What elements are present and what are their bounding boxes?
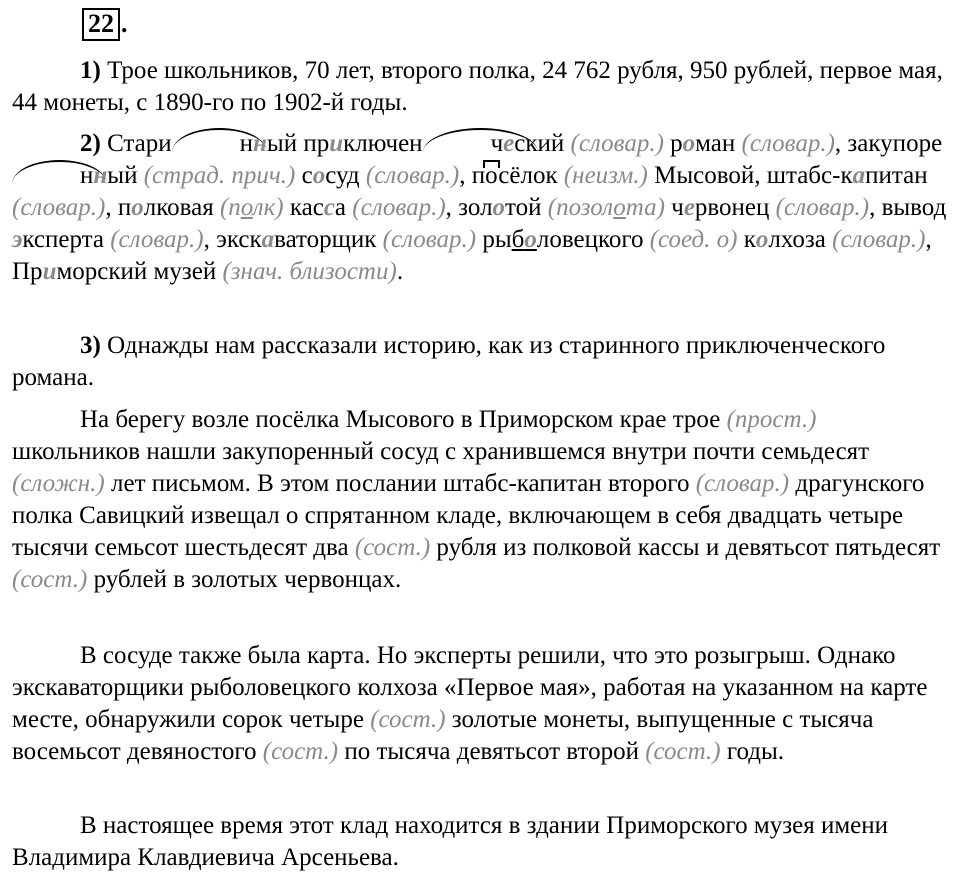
- part-1-paragraph: [12, 55, 947, 119]
- word-priklyuchenchesky: приключен ческий: [303, 130, 565, 157]
- word-kassa: касса: [289, 194, 347, 221]
- word-eksperta: эксперта: [12, 226, 104, 253]
- part-3-paragraph: 3) Однажды нам рассказали историю, как из старинного приключенческого романа.: [12, 332, 886, 391]
- story-paragraph-2: В сосуде также была карта. Но эксперты решили, что это розыгрыш. Однако экскаваторщики рыболовецкого колхоза «Первое мая», работая на указанном на карте месте, обнаружили сорок четыре (сост.) золотые монеты, выпущенные с тысяча восемьсот девяностого (сост.) по тысяча девятьсот второй (сост.) годы.: [12, 642, 928, 765]
- exercise-number-box: 22: [82, 8, 120, 41]
- word-zolotoy: золотой: [458, 194, 542, 221]
- story-paragraph-1: На берегу возле посёлка Мысового в Приморском крае трое (прост.) школьников нашли закупоренный сосуд с хранившемся внутри почти семьдесят (сложн.) лет письмом. В этом послании штабс-капитан второго (словар.) драгунского полка Савицкий извещал о спрятанном кладе, включающем в себя двадцать четыре тысячи семьсот шестьдесят два (сост.) рубля из полковой кассы и девятьсот пятьдесят (сост.) рублей в золотых червонцах.: [12, 406, 941, 593]
- word-polkovaya: полковая: [117, 194, 214, 221]
- word-posyolok: посёлок: [471, 162, 558, 189]
- part-2-label: 2): [80, 130, 101, 157]
- word-ekskavatorshchik: экскаваторщик: [216, 226, 377, 253]
- note-polk: (полк): [219, 194, 284, 221]
- part-1-text: Трое школьников, 70 лет, второго полка, 24 762 рубля, 950 рублей, первое мая, 44 монеты, с 1890-го по 1902-й годы.: [12, 57, 943, 116]
- part-2-paragraph: 2) Стари нный приключен ческий (словар.) роман (словар.), закупоренный (страд. прич.) сосуд (словар.), посёлок (неизм.) Мысовой, штабс-капитан (словар.), полковая (полк) касса (словар.), золотой (позолота) червонец (словар.), вывод эксперта (словар.), экскаваторщик (словар.) рыболовецкого (соед. о) колхоза (словар.), Приморский музей (знач. близости).: [12, 130, 947, 285]
- part-3-label: 3): [80, 332, 101, 359]
- word-zakuporenny: закупоренный: [12, 130, 942, 189]
- part-1-label: 1): [80, 57, 101, 84]
- story-paragraph-3: В настоящее время этот клад находится в здании Приморского музея имени Владимира Клавдиевича Арсеньева.: [12, 812, 888, 871]
- word-sosud: сосуд: [301, 162, 360, 189]
- word-shtabs-kapitan: штабс-капитан: [766, 162, 928, 189]
- word-primorsky: Приморский: [12, 258, 148, 285]
- word-chervonets: червонец: [671, 194, 770, 221]
- word-starinny: Стари нный: [107, 130, 298, 157]
- word-rybolovetskogo: рыболовецкого: [482, 226, 644, 253]
- exercise-number: 22 .: [82, 8, 128, 41]
- word-roman: роман: [670, 130, 736, 157]
- word-kolkhoza: колхоза: [743, 226, 826, 253]
- note-pozolota: (позолота): [547, 194, 665, 221]
